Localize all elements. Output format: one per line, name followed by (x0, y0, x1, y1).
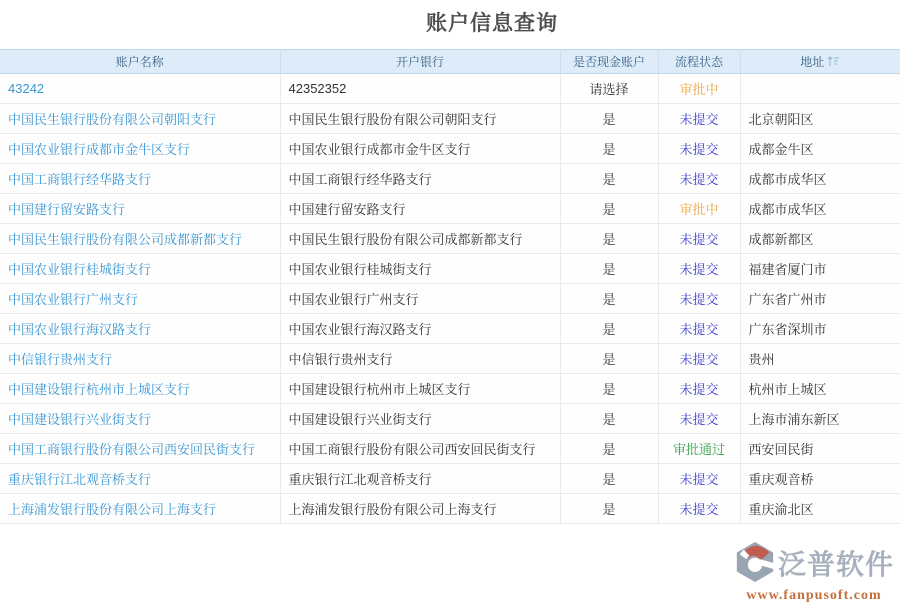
bank-cell: 中国农业银行成都市金牛区支行 (280, 134, 560, 164)
account-name-cell (0, 104, 280, 134)
address-cell: 成都金牛区 (740, 134, 900, 164)
table-row (0, 74, 900, 104)
cash-cell: 是 (560, 314, 658, 344)
table-row (0, 194, 900, 224)
col-header-label: 流程状态 (674, 55, 723, 69)
account-name-link[interactable]: 中国农业银行成都市金牛区支行 (8, 142, 191, 157)
cash-cell: 是 (560, 374, 658, 404)
table-row (0, 344, 900, 374)
fanpu-logo-icon (734, 541, 776, 588)
status-cell[interactable]: 未提交 (658, 164, 740, 194)
cash-cell: 是 (560, 494, 658, 524)
col-header-label: 地址 (800, 55, 825, 69)
account-name-cell (0, 224, 280, 254)
account-name-link[interactable]: 中国建设银行兴业街支行 (8, 412, 152, 427)
table-row (0, 374, 900, 404)
bank-cell: 中国工商银行股份有限公司西安回民街支行 (280, 434, 560, 464)
bank-cell: 中国民生银行股份有限公司成都新都支行 (280, 224, 560, 254)
account-name-link[interactable]: 重庆银行江北观音桥支行 (8, 472, 152, 487)
address-cell: 上海市浦东新区 (740, 404, 900, 434)
account-name-link[interactable]: 中信银行贵州支行 (8, 352, 113, 367)
account-name-link[interactable]: 中国工商银行股份有限公司西安回民街支行 (8, 442, 256, 457)
address-cell: 北京朝阳区 (740, 104, 900, 134)
address-cell: 成都市成华区 (740, 164, 900, 194)
cash-cell: 是 (560, 164, 658, 194)
account-name-cell (0, 434, 280, 464)
account-name-cell (0, 134, 280, 164)
account-name-cell (0, 494, 280, 524)
address-cell: 广东省广州市 (740, 284, 900, 314)
table-row (0, 134, 900, 164)
table-row (0, 314, 900, 344)
table-row (0, 434, 900, 464)
status-cell[interactable]: 审批中 (658, 74, 740, 104)
account-name-link[interactable]: 中国工商银行经华路支行 (8, 172, 152, 187)
status-cell[interactable]: 未提交 (658, 374, 740, 404)
bank-cell: 中国农业银行广州支行 (280, 284, 560, 314)
table-row (0, 494, 900, 524)
account-name-link[interactable]: 中国农业银行海汉路支行 (8, 322, 152, 337)
cash-cell: 是 (560, 344, 658, 374)
account-name-link[interactable]: 43242 (8, 81, 45, 96)
table-row (0, 104, 900, 134)
account-name-link[interactable]: 中国农业银行桂城街支行 (8, 262, 152, 277)
cash-cell: 是 (560, 224, 658, 254)
account-name-link[interactable]: 中国建行留安路支行 (8, 202, 126, 217)
address-cell: 成都市成华区 (740, 194, 900, 224)
bank-cell: 中信银行贵州支行 (280, 344, 560, 374)
account-name-cell (0, 254, 280, 284)
bank-cell: 中国建设银行兴业街支行 (280, 404, 560, 434)
status-cell[interactable]: 未提交 (658, 254, 740, 284)
bank-cell: 中国民生银行股份有限公司朝阳支行 (280, 104, 560, 134)
table-row (0, 164, 900, 194)
table-body (0, 74, 900, 524)
status-cell[interactable]: 未提交 (658, 134, 740, 164)
table-row (0, 254, 900, 284)
col-header-is-cash (560, 50, 658, 74)
address-cell: 成都新都区 (740, 224, 900, 254)
table-row (0, 224, 900, 254)
account-name-cell (0, 194, 280, 224)
col-header-flow-status (658, 50, 740, 74)
bank-cell: 42352352 (280, 74, 560, 104)
status-cell[interactable]: 未提交 (658, 344, 740, 374)
account-name-cell (0, 284, 280, 314)
status-cell[interactable]: 未提交 (658, 224, 740, 254)
account-name-link[interactable]: 中国建设银行杭州市上城区支行 (8, 382, 191, 397)
account-name-cell (0, 374, 280, 404)
accounts-table (0, 49, 900, 524)
account-name-cell (0, 314, 280, 344)
account-name-link[interactable]: 上海浦发银行股份有限公司上海支行 (8, 502, 217, 517)
status-cell[interactable]: 未提交 (658, 104, 740, 134)
account-name-cell (0, 344, 280, 374)
cash-cell: 是 (560, 464, 658, 494)
address-cell: 重庆观音桥 (740, 464, 900, 494)
status-cell[interactable]: 未提交 (658, 314, 740, 344)
cash-cell: 是 (560, 434, 658, 464)
cash-cell: 请选择 (560, 74, 658, 104)
status-cell[interactable]: 未提交 (658, 284, 740, 314)
table-header-row (0, 50, 900, 74)
bank-cell: 上海浦发银行股份有限公司上海支行 (280, 494, 560, 524)
account-name-cell (0, 74, 280, 104)
address-cell: 贵州 (740, 344, 900, 374)
col-header-address[interactable] (740, 50, 900, 74)
col-header-account-name (0, 50, 280, 74)
address-cell: 广东省深圳市 (740, 314, 900, 344)
status-cell[interactable]: 审批中 (658, 194, 740, 224)
status-cell[interactable]: 未提交 (658, 404, 740, 434)
col-header-bank (280, 50, 560, 74)
bank-cell: 重庆银行江北观音桥支行 (280, 464, 560, 494)
cash-cell: 是 (560, 194, 658, 224)
table-row (0, 284, 900, 314)
col-header-label: 是否现金账户 (572, 55, 645, 69)
account-name-link[interactable]: 中国农业银行广州支行 (8, 292, 139, 307)
address-cell (740, 74, 900, 104)
status-cell[interactable]: 审批通过 (658, 434, 740, 464)
col-header-label: 开户银行 (395, 55, 444, 69)
address-cell: 西安回民街 (740, 434, 900, 464)
cash-cell: 是 (560, 254, 658, 284)
bank-cell: 中国建设银行杭州市上城区支行 (280, 374, 560, 404)
account-name-link[interactable]: 中国民生银行股份有限公司朝阳支行 (8, 112, 217, 127)
sort-asc-icon[interactable] (827, 56, 840, 70)
address-cell: 重庆渝北区 (740, 494, 900, 524)
account-name-link[interactable]: 中国民生银行股份有限公司成都新都支行 (8, 232, 243, 247)
cash-cell: 是 (560, 404, 658, 434)
account-name-cell (0, 404, 280, 434)
footer-logo (734, 541, 894, 604)
cash-cell: 是 (560, 104, 658, 134)
page-title: 账户信息查询 (426, 12, 558, 35)
account-name-cell (0, 164, 280, 194)
bank-cell: 中国工商银行经华路支行 (280, 164, 560, 194)
cash-cell: 是 (560, 134, 658, 164)
status-cell[interactable]: 未提交 (658, 494, 740, 524)
cash-cell: 是 (560, 284, 658, 314)
account-name-cell (0, 464, 280, 494)
table-row (0, 464, 900, 494)
col-header-label: 账户名称 (115, 55, 164, 69)
bank-cell: 中国建行留安路支行 (280, 194, 560, 224)
address-cell: 福建省厦门市 (740, 254, 900, 284)
footer-url: www.fanpusoft.com (746, 588, 882, 603)
bank-cell: 中国农业银行桂城街支行 (280, 254, 560, 284)
footer-logo-text: 泛普软件 (777, 548, 894, 580)
table-row (0, 404, 900, 434)
status-cell[interactable]: 未提交 (658, 464, 740, 494)
bank-cell: 中国农业银行海汉路支行 (280, 314, 560, 344)
address-cell: 杭州市上城区 (740, 374, 900, 404)
